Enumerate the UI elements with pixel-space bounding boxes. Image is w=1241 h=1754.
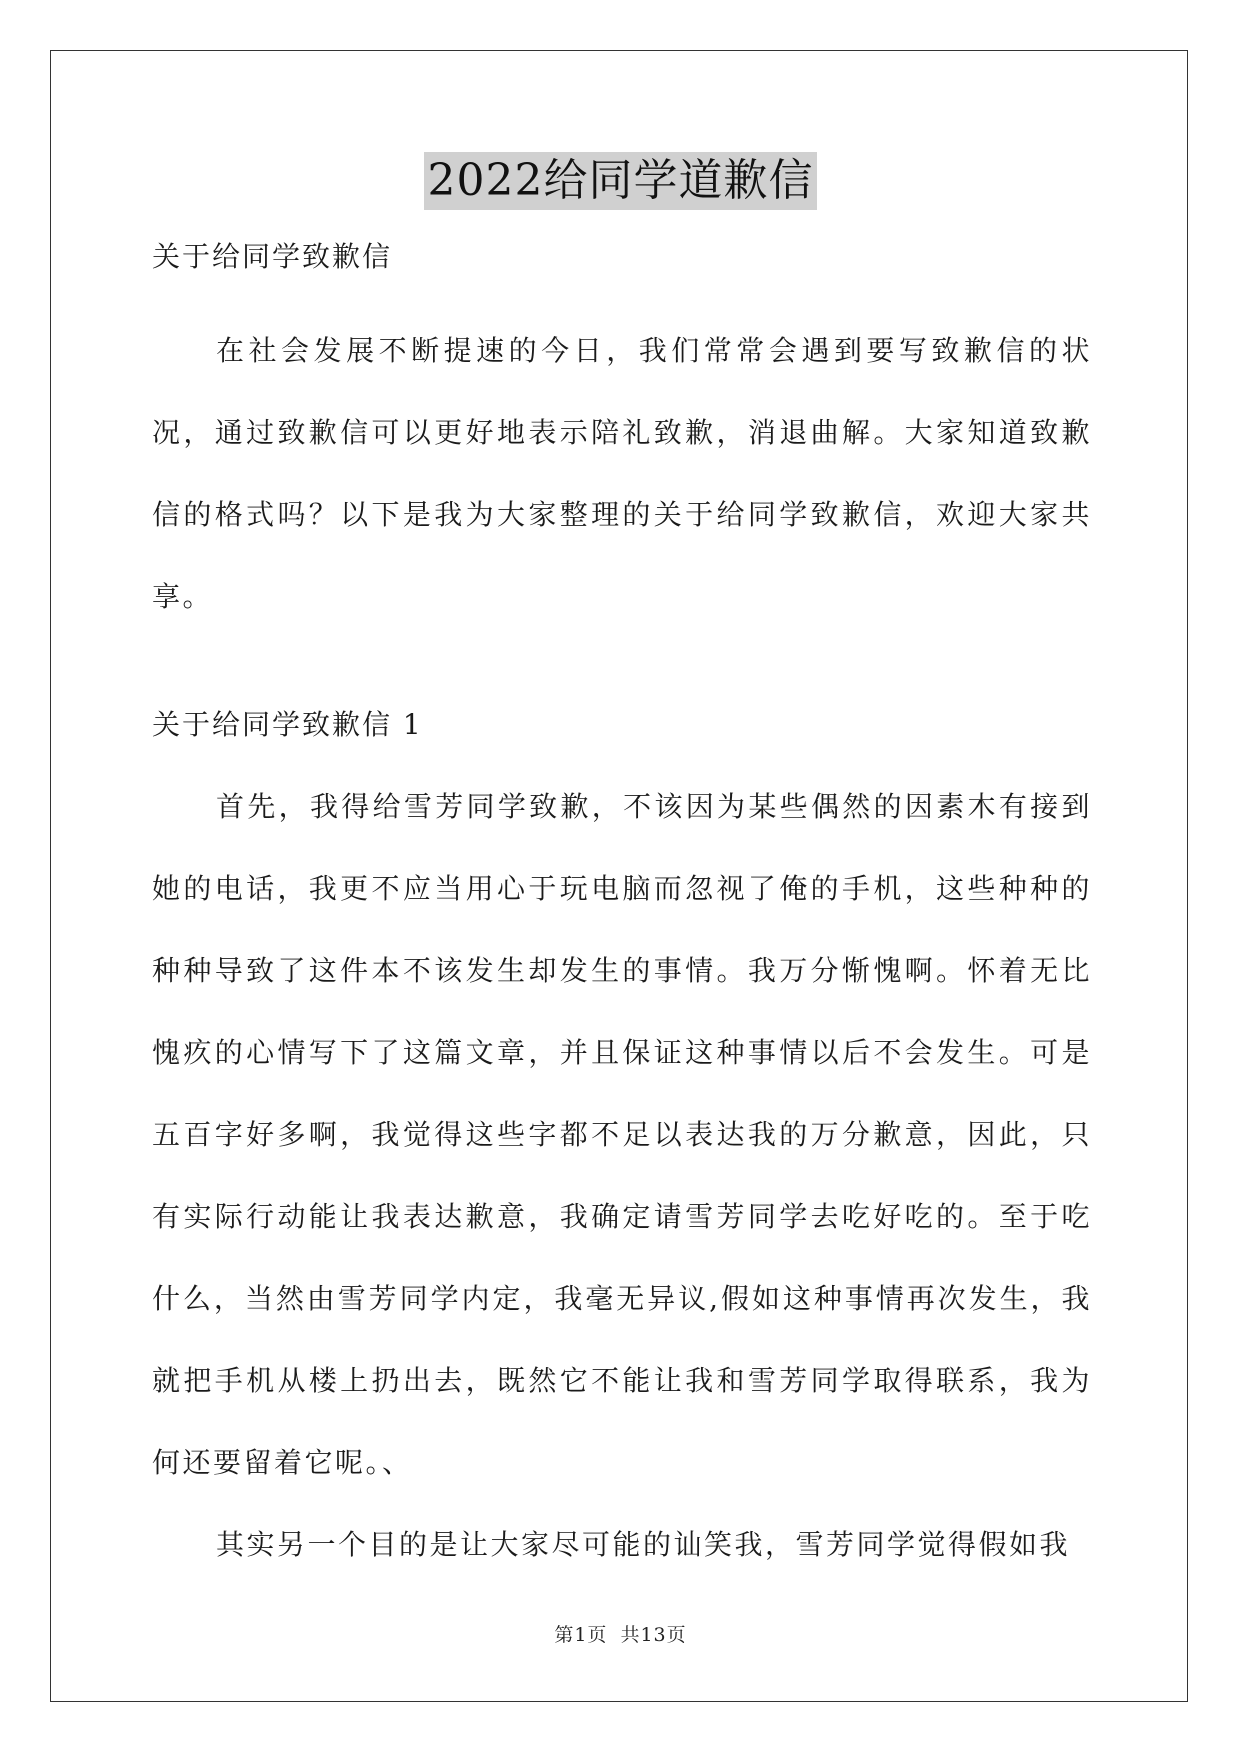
document-title: 2022给同学道歉信 [424, 152, 818, 210]
section-paragraph-1: 首先，我得给雪芳同学致歉，不该因为某些偶然的因素木有接到她的电话，我更不应当用心于玩电脑而忽视了俺的手机，这些种种的种种导致了这件本不该发生却发生的事情。我万分惭愧啊。怀着无比愧疚的心情写下了这篇文章，并且保证这种事情以后不会发生。可是五百字好多啊，我觉得这些字都不足以表达我的万分歉意，因此，只有实际行动能让我表达歉意，我确定请雪芳同学去吃好吃的。至于吃什么，当然由雪芳同学内定，我毫无异议,假如这种事情再次发生，我就把手机从楼上扔出去，既然它不能让我和雪芳同学取得联系，我为何还要留着它呢。、 [152, 790, 1092, 1479]
title-container [0, 152, 1241, 210]
intro-paragraph: 在社会发展不断提速的今日，我们常常会遇到要写致歉信的状况，通过致歉信可以更好地表示陪礼致歉，消退曲解。大家知道致歉信的格式吗？以下是我为大家整理的关于给同学致歉信，欢迎大家共享。 [152, 334, 1092, 613]
section-heading-1: 关于给同学致歉信 1 [152, 708, 423, 741]
document-body [152, 232, 1092, 1586]
page-number: 第1页 [554, 1624, 608, 1646]
page-total: 共13页 [620, 1624, 687, 1646]
page-footer [0, 1620, 1241, 1647]
section-paragraph-2: 其实另一个目的是让大家尽可能的讪笑我，雪芳同学觉得假如我 [216, 1528, 1071, 1561]
intro-heading: 关于给同学致歉信 [152, 240, 393, 273]
